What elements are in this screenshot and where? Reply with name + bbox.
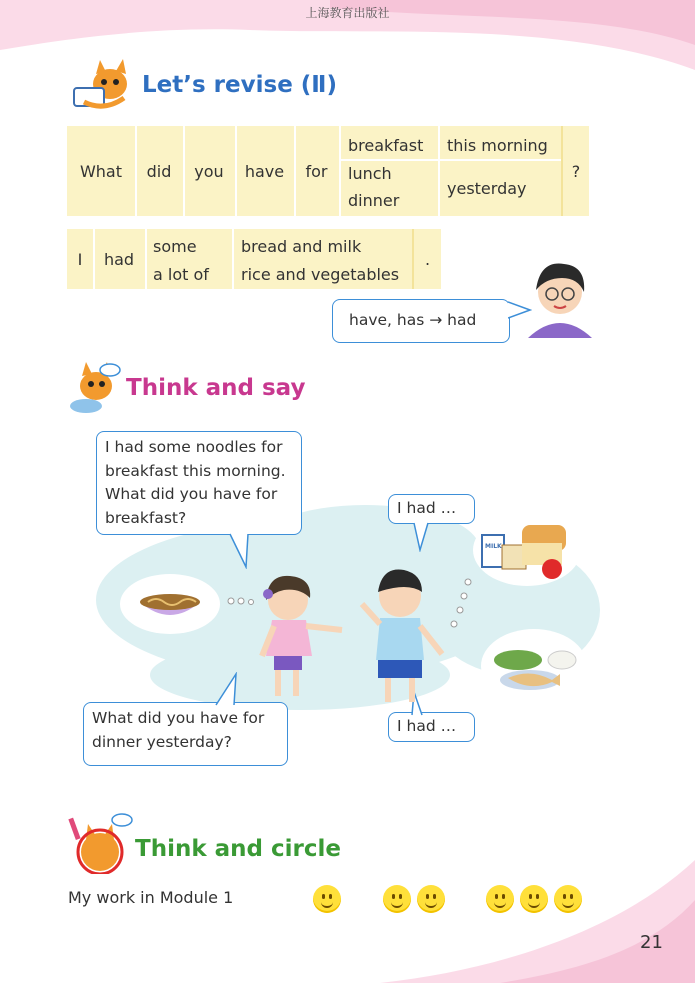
cat-plate-icon <box>66 362 126 420</box>
bubble-line: What did you have for <box>92 709 265 727</box>
module-work-label: My work in Module 1 <box>68 888 234 907</box>
teacher-illustration <box>520 250 600 340</box>
bubble-line: I had … <box>397 499 457 517</box>
bubble-line: I had some noodles for <box>105 438 283 456</box>
cat-circle-icon <box>68 812 134 874</box>
word-a-lot-of: a lot of <box>153 264 209 284</box>
grammar-note-text: have, has → had <box>349 311 477 329</box>
word-some: some <box>153 236 197 256</box>
word-you: you <box>194 161 224 181</box>
boy-speech-bubble-top <box>388 494 475 524</box>
word-what: What <box>79 161 123 181</box>
revise-title: Let’s revise (Ⅱ) <box>142 72 337 98</box>
pink-footer-decoration <box>380 860 695 983</box>
milk-carton-label: MILK <box>485 543 502 550</box>
rice-and-vegetables-illustration <box>480 628 588 704</box>
word-for: for <box>305 161 328 181</box>
bubble-line: breakfast this morning. <box>105 461 286 480</box>
bubble-line: breakfast? <box>105 508 187 527</box>
question-mark: ? <box>571 161 581 181</box>
page-number: 21 <box>640 932 663 953</box>
bubble-tail <box>412 522 432 552</box>
bubble-line: What did you have for <box>105 485 278 503</box>
noodle-bowl-illustration <box>118 572 222 636</box>
word-this-morning: this morning <box>447 135 548 155</box>
word-lunch: lunch <box>348 163 392 183</box>
think-and-say-title: Think and say <box>126 375 306 401</box>
word-had: had <box>103 249 135 269</box>
bubble-line: dinner yesterday? <box>92 732 232 751</box>
bubble-tail <box>228 533 252 569</box>
word-dinner: dinner <box>348 190 400 210</box>
bubble-line: I had … <box>397 717 457 735</box>
word-yesterday: yesterday <box>447 178 527 198</box>
word-breakfast: breakfast <box>348 135 424 155</box>
girl-speech-bubble-bottom <box>83 702 288 766</box>
girl-speech-bubble-top <box>96 431 302 535</box>
word-did: did <box>146 161 172 181</box>
word-have: have <box>244 161 285 181</box>
boy-illustration <box>352 566 452 706</box>
bread-and-milk-illustration <box>472 513 582 587</box>
word-i: I <box>77 249 83 269</box>
smiley-icon <box>313 885 341 913</box>
boy-speech-bubble-bottom <box>388 712 475 742</box>
word-bread-and-milk: bread and milk <box>241 236 362 256</box>
word-rice-and-vegetables: rice and vegetables <box>241 264 400 284</box>
rating-one-smiley[interactable] <box>311 883 343 915</box>
cat-reading-icon <box>66 58 140 114</box>
grammar-note-bubble <box>332 299 510 343</box>
publisher-name: 上海教育出版社 <box>305 6 390 20</box>
think-and-circle-title: Think and circle <box>135 836 341 862</box>
girl-illustration <box>252 572 352 702</box>
full-stop: . <box>424 249 431 269</box>
bubble-tail <box>212 672 242 706</box>
